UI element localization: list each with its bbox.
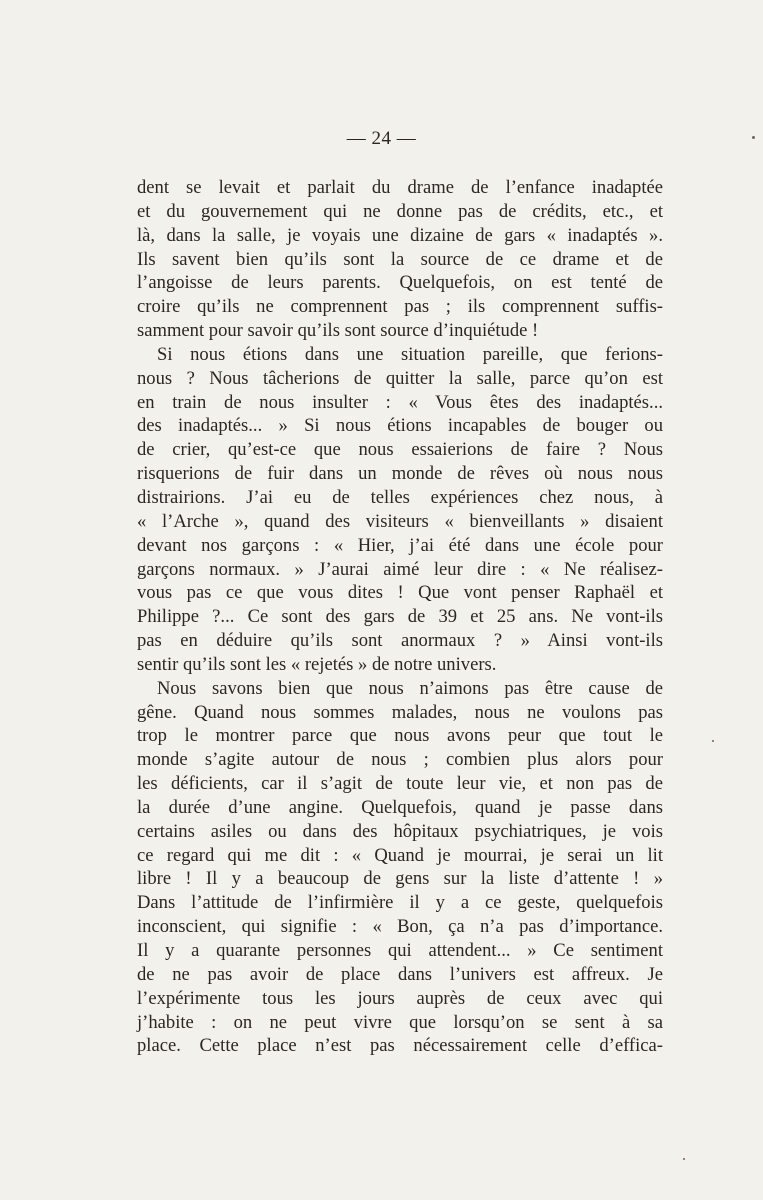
text-line: et du gouvernement qui ne donne pas de crédits, etc., et bbox=[137, 200, 663, 222]
text-line: Il y a quarante personnes qui attendent... » Ce sentiment bbox=[137, 940, 663, 961]
text-line: inconscient, qui signifie : « Bon, ça n’a pas d’importance. bbox=[137, 916, 663, 938]
text-line: Nous savons bien que nous n’aimons pas être cause de bbox=[157, 677, 663, 699]
text-line: trop le montrer parce que nous avons peur que tout le bbox=[137, 725, 663, 747]
print-speck bbox=[683, 1158, 685, 1160]
text-line: croire qu’ils ne comprennent pas ; ils comprennent suffis- bbox=[137, 296, 663, 318]
print-speck bbox=[712, 740, 714, 742]
text-line: l’angoisse de leurs parents. Quelquefois, on est tenté de bbox=[137, 272, 663, 294]
text-line: Dans l’attitude de l’infirmière il y a ce geste, quelquefois bbox=[137, 892, 663, 914]
text-line: en train de nous insulter : « Vous êtes des inadaptés... bbox=[137, 391, 663, 413]
text-line: Ils savent bien qu’ils sont la source de ce drame et de bbox=[137, 248, 663, 270]
page-number: — 24 — bbox=[346, 128, 417, 149]
text-line: de crier, qu’est-ce que nous essaierions de faire ? Nous bbox=[137, 439, 663, 461]
text-line: devant nos garçons : « Hier, j’ai été dans une école pour bbox=[137, 534, 663, 556]
text-line: de ne pas avoir de place dans l’univers est affreux. Je bbox=[137, 963, 663, 985]
text-line: dent se levait et parlait du drame de l’enfance inadaptée bbox=[137, 177, 663, 198]
text-line: sentir qu’ils sont les « rejetés » de notre univers. bbox=[137, 653, 497, 675]
text-line: samment pour savoir qu’ils sont source d’inquiétude ! bbox=[137, 320, 539, 342]
text-line: j’habite : on ne peut vivre que lorsqu’on se sent à sa bbox=[137, 1011, 663, 1033]
text-line: pas en déduire qu’ils sont anormaux ? » Ainsi vont-ils bbox=[137, 630, 663, 652]
text-line: Si nous étions dans une situation pareille, que ferions- bbox=[157, 343, 663, 365]
text-line: ce regard qui me dit : « Quand je mourrai, je serai un lit bbox=[137, 844, 663, 866]
text-line: la durée d’une angine. Quelquefois, quand je passe dans bbox=[137, 796, 663, 818]
text-line: « l’Arche », quand des visiteurs « bienveillants » disaient bbox=[137, 510, 663, 532]
text-line: risquerions de fuir dans un monde de rêves où nous nous bbox=[137, 463, 663, 485]
text-line: distrairions. J’ai eu de telles expériences chez nous, à bbox=[137, 486, 663, 508]
text-line: nous ? Nous tâcherions de quitter la salle, parce qu’on est bbox=[137, 367, 663, 389]
text-line: les déficients, car il s’agit de toute leur vie, et non pas de bbox=[137, 773, 663, 795]
text-line: garçons normaux. » J’aurai aimé leur dire : « Ne réalisez- bbox=[137, 558, 663, 580]
text-line: monde s’agite autour de nous ; combien plus alors pour bbox=[137, 749, 663, 771]
body-text bbox=[137, 176, 663, 1058]
text-line: place. Cette place n’est pas nécessairement celle d’effica- bbox=[137, 1035, 663, 1057]
text-line: gêne. Quand nous sommes malades, nous ne voulons pas bbox=[137, 701, 663, 723]
text-line: libre ! Il y a beaucoup de gens sur la liste d’attente ! » bbox=[137, 868, 663, 890]
text-line: vous pas ce que vous dites ! Que vont penser Raphaël et bbox=[137, 582, 663, 604]
text-line: des inadaptés... » Si nous étions incapables de bouger ou bbox=[137, 415, 663, 437]
text-line: l’expérimente tous les jours auprès de ceux avec qui bbox=[137, 987, 663, 1009]
text-line: là, dans la salle, je voyais une dizaine de gars « inadaptés ». bbox=[137, 224, 663, 246]
text-line: Philippe ?... Ce sont des gars de 39 et 25 ans. Ne vont-ils bbox=[137, 606, 663, 628]
text-line: certains asiles ou dans des hôpitaux psychiatriques, je vois bbox=[137, 820, 663, 842]
print-speck bbox=[752, 136, 755, 139]
